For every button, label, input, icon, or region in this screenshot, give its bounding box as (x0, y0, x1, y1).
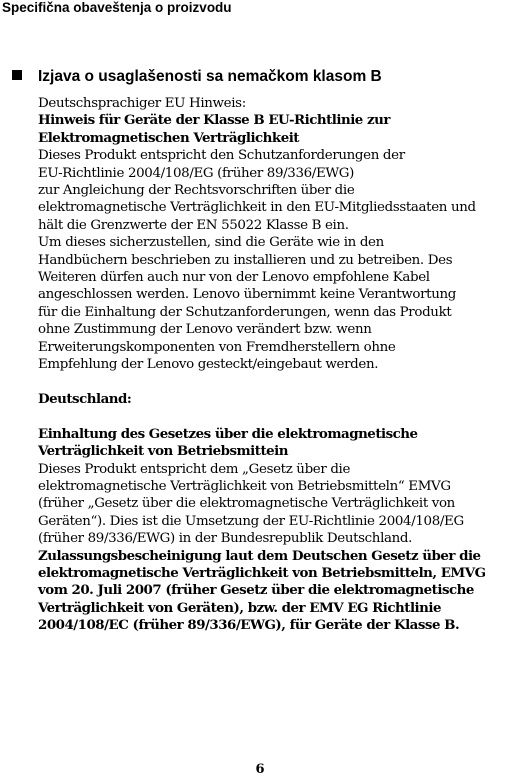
document-body (38, 95, 520, 635)
page-header: Specifična obaveštenja o proizvodu (2, 0, 232, 15)
paragraph-emvg: Dieses Produkt entspricht dem „Gesetz über die elektromagnetische Verträglichkeit von Betriebsmitteln“ EMVG (früher „Gesetz über die elektromagnetische Verträglichkeit von Geräten“). Dies ist die Umsetzung der EU-Richtlinie 2004/108/EG (früher 89/336/EWG) in der Bundesrepublik Deutschland. (38, 461, 464, 547)
paragraph-eu-compliance: Dieses Produkt entspricht den Schutzanforderungen der EU-Richtlinie 2004/108/EG (früher 89/336/EWG) zur Angleichung der Rechtsvorschriften über die elektromagnetische Verträglichkeit in den EU-Mitgliedsstaaten und hält die Grenzwerte der EN 55022 Klasse B ein. (38, 148, 476, 233)
paragraph-certification: Zulassungsbescheinigung laut dem Deutschen Gesetz über die elektromagnetische Verträglichkeit von Betriebsmitteln, EMVG vom 20. Juli 2007 (früher Gesetz über die elektromagnetische Verträglichkeit von Geräten), bzw. der EMV EG Richtlinie 2004/108/EC (früher 89/336/EWG), für Geräte der Klasse B. (38, 547, 486, 634)
paragraph-installation: Um dieses sicherzustellen, sind die Geräte wie in den Handbüchern beschrieben zu installieren und zu betreiben. Des Weiteren dürfen auch nur von der Lenovo empfohlene Kabel angeschlossen werden. Lenovo übernimmt keine Verantwortung für die Einhaltung der Schutzanforderungen, wenn das Produkt ohne Zustimmung der Lenovo verändert bzw. wenn Erweiterungskomponenten von Fremdherstellern ohne Empfehlung der Lenovo gesteckt/eingebaut werden. (38, 235, 456, 373)
square-bullet-icon (12, 70, 22, 80)
paragraph-intro: Deutschsprachiger EU Hinweis: (38, 96, 246, 111)
section-heading (2, 68, 517, 86)
heading-deutschland: Deutschland: (38, 390, 132, 407)
heading-eu-notice: Hinweis für Geräte der Klasse B EU-Richtlinie zur Elektromagnetischen Verträglichkeit (38, 112, 390, 146)
heading-emvg: Einhaltung des Gesetzes über die elektromagnetische Verträglichkeit von Betriebsmittein (38, 425, 418, 460)
section-title: Izjava o usaglašenosti sa nemačkom klasom B (38, 68, 382, 85)
page-number: 6 (255, 762, 265, 777)
